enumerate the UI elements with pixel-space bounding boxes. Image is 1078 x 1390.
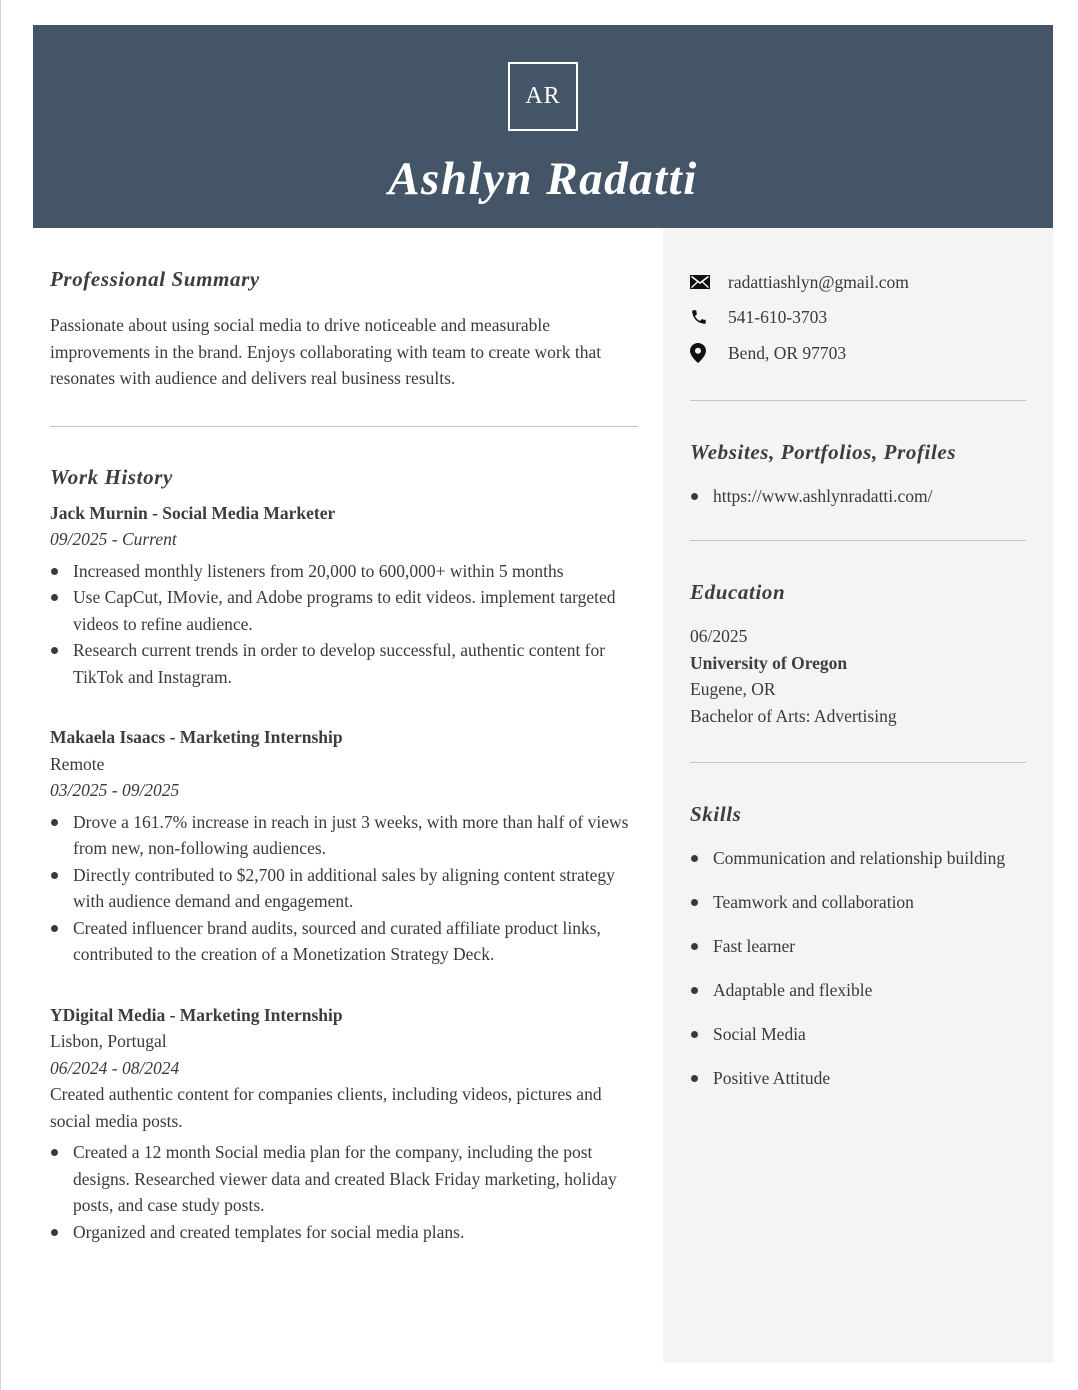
job-bullet: Research current trends in order to develop successful, authentic content for TikTok and Instagram. [50, 637, 640, 690]
job-location: Lisbon, Portugal [50, 1031, 167, 1051]
divider [50, 426, 638, 427]
resume-header [33, 25, 1053, 228]
contact-block [690, 264, 1030, 371]
map-pin-icon [690, 343, 728, 363]
education-date: 06/2025 [690, 626, 748, 646]
phone-text: 541-610-3703 [728, 307, 828, 327]
job-dates: 03/2025 - 09/2025 [50, 780, 180, 800]
job-bullet: Use CapCut, IMovie, and Adobe programs to edit videos. implement targeted videos to refine audience. [50, 584, 640, 637]
job-heading: Jack Murnin - Social Media Marketer [50, 502, 336, 523]
summary-text: Passionate about using social media to drive noticeable and measurable improvements in the brand. Enjoys collaborating with team to create work that resonates with audience and delivers real business results. [50, 315, 602, 388]
education-title: Education [690, 580, 786, 604]
job-heading: Makaela Isaacs - Marketing Internship [50, 727, 343, 747]
divider [690, 400, 1026, 401]
job-bullets [50, 809, 640, 968]
education-degree: Bachelor of Arts: Advertising [690, 705, 897, 726]
job-entry [50, 500, 640, 691]
job-entry [50, 1002, 640, 1246]
education-location: Eugene, OR [690, 679, 776, 699]
candidate-name: Ashlyn Radatti [388, 153, 698, 205]
phone-icon [690, 307, 728, 327]
contact-email [690, 264, 1030, 300]
job-bullet: Organized and created templates for social media plans. [50, 1219, 640, 1246]
job-bullets [50, 1139, 640, 1245]
summary-title: Professional Summary [50, 267, 260, 291]
skill-item: Teamwork and collaboration [690, 889, 1030, 916]
websites-title: Websites, Portfolios, Profiles [690, 439, 957, 464]
job-bullets [50, 558, 640, 691]
websites-list [690, 483, 1030, 510]
skill-item: Social Media [690, 1021, 1030, 1048]
divider [690, 540, 1026, 541]
contact-location [690, 335, 1030, 371]
skill-item: Communication and relationship building [690, 845, 1030, 872]
location-text: Bend, OR 97703 [728, 342, 847, 363]
job-entry [50, 724, 640, 968]
skills-list [690, 845, 1030, 1092]
job-bullet: Created a 12 month Social media plan for the company, including the post designs. Researched viewer data and created Black Friday marketing, holiday posts, and case study posts. [50, 1139, 640, 1219]
work-history-title: Work History [50, 464, 173, 489]
contact-phone [690, 300, 1030, 336]
job-location: Remote [50, 753, 105, 774]
skill-item: Fast learner [690, 933, 1030, 960]
education-school: University of Oregon [690, 652, 848, 673]
job-dates: 06/2024 - 08/2024 [50, 1057, 180, 1078]
main-column [50, 228, 640, 1245]
education-entry [690, 623, 1030, 729]
job-heading: YDigital Media - Marketing Internship [50, 1004, 343, 1025]
job-bullet: Directly contributed to $2,700 in additional sales by aligning content strategy with audience demand and engagement. [50, 862, 640, 915]
skill-item: Positive Attitude [690, 1065, 1030, 1092]
job-dates: 09/2025 - Current [50, 529, 177, 549]
job-bullet: Created influencer brand audits, sourced and curated affiliate product links, contributed to the creation of a Monetization Strategy Deck. [50, 915, 640, 968]
job-bullet: Increased monthly listeners from 20,000 to 600,000+ within 5 months [50, 558, 640, 585]
email-text[interactable]: radattiashlyn@gmail.com [728, 271, 909, 292]
skill-item: Adaptable and flexible [690, 977, 1030, 1004]
page-edge [0, 0, 1, 1390]
skills-title: Skills [690, 802, 742, 826]
monogram: AR [508, 62, 578, 131]
sidebar-column [690, 228, 1030, 1109]
envelope-icon [690, 272, 728, 292]
website-link[interactable]: https://www.ashlynradatti.com/ [690, 483, 1030, 510]
job-description: Created authentic content for companies clients, including videos, pictures and social media posts. [50, 1084, 602, 1131]
divider [690, 762, 1026, 763]
job-bullet: Drove a 161.7% increase in reach in just 3 weeks, with more than half of views from new, non-following audiences. [50, 809, 640, 862]
